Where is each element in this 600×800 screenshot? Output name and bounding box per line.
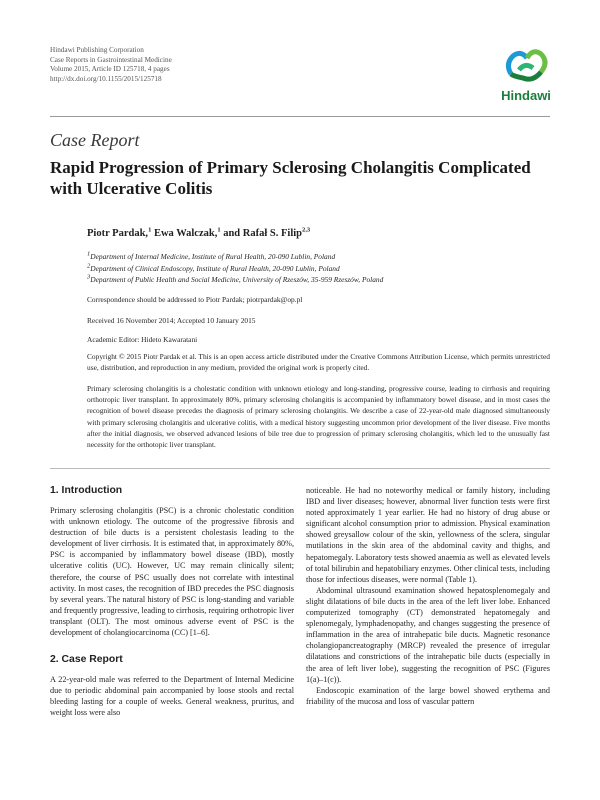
- introduction-text: [50, 505, 294, 638]
- logo-text: Hindawi: [501, 88, 551, 103]
- journal-header: [50, 46, 172, 84]
- affiliation-item: [87, 263, 383, 275]
- article-title: Rapid Progression of Primary Sclerosing Cholangitis Complicated with Ulcerative Colitis: [50, 158, 531, 198]
- affiliation-item: [87, 274, 383, 286]
- paragraph: noticeable. He had no noteworthy medical or family history, including IBD and liver diseases; however, abnormal liver function tests were first noted approximately 1 year earlier. He had no history of drug abuse or significant alcohol consumption prior to admission. Physical examination showed greysallow colour of the skin, yellowness of the sclera, singular mutilations in the skin area of the abdominal cavity and thighs, and hepatomegaly. Laboratory tests showed anaemia as well as elevated levels of total bilirubin and hepatobiliary enzymes. Other clinical tests, including those for infectious diseases, were normal (Table 1).: [306, 486, 550, 584]
- author-affil-mark: 1: [148, 226, 152, 234]
- copyright-notice: Copyright © 2015 Piotr Pardak et al. This is an open access article distributed under the Creative Commons Attribution License, which permits unrestricted use, distribution, and reproduction in any medium, provided the original work is properly cited.: [87, 352, 550, 373]
- author-name: Piotr Pardak,: [87, 228, 149, 239]
- paragraph: Endoscopic examination of the large bowel showed erythema and friability of the mucosa and loss of vascular pattern: [306, 685, 550, 706]
- article-type: Case Report: [50, 130, 140, 150]
- section-heading-introduction: 1. Introduction: [50, 485, 123, 496]
- affiliation-num: 1: [87, 250, 91, 258]
- author-name: Ewa Walczak,: [153, 228, 218, 239]
- affiliations: [87, 251, 383, 286]
- section-heading-case-report: 2. Case Report: [50, 654, 123, 665]
- hindawi-logo: [496, 44, 556, 106]
- paragraph: Abdominal ultrasound examination showed hepatosplenomegaly and slight dilatations of bile ducts in the area of the left liver lobe. Enhanced computerized tomography (CT) demonstrated hepatomegaly and splenomegaly, lymphadenopathy, and changes suggesting the presence of inflammation in the area of intrahepatic bile ducts. Magnetic resonance cholangiopancreatography (MRCP) revealed the presence of irregular dilatations and constrictions of the intrahepatic bile ducts (especially in the area of left liver lobe), suggesting the recognition of PSC (Figures 1(a)–1(c)).: [306, 585, 550, 684]
- affiliation-item: [87, 251, 383, 263]
- affiliation-num: 3: [87, 273, 91, 281]
- author-name: and Rafał S. Filip: [223, 228, 302, 239]
- author-list: [87, 228, 310, 239]
- header-rule: [50, 116, 550, 117]
- right-column-text: [306, 485, 550, 707]
- academic-editor: Academic Editor: Hideto Kawaratani: [87, 335, 198, 344]
- case-report-text: [50, 674, 294, 718]
- paragraph: A 22-year-old male was referred to the Department of Internal Medicine due to periodic abdominal pain accompanied by loose stools and rectal bleeding lasting for a couple of weeks. General weakness, pruritus, and weight loss were also: [50, 675, 294, 718]
- journal-line: Case Reports in Gastrointestinal Medicine: [50, 55, 172, 64]
- paragraph: Primary sclerosing cholangitis (PSC) is a chronic cholestatic condition with unknown etiology. The outcome of the progressive fibrosis and destruction of bile ducts is a persistent cholestasis leading to the development of liver cirrhosis. It is estimated that, in approximately 80%, PSC is accompanied by inflammatory bowel disease (IBD), mostly ulcerative colitis (UC). However, UC may remain clinically silent; therefore, the course of PSC usually does not correlate with intestinal activity. In most cases, the recognition of IBD precedes the PSC diagnosis by several years. The natural history of PSC is long-standing and variable and frequently progressive, leading to cirrhosis, requiring orthotropic liver transplant (OLT). The most ominous adverse event of PSC is the development of cholangiocarcinoma (CC) [1–6].: [50, 506, 294, 638]
- volume-line: Volume 2015, Article ID 125718, 4 pages: [50, 65, 170, 74]
- affiliation-text: Department of Internal Medicine, Institute of Rural Health, 20-090 Lublin, Poland: [90, 252, 336, 261]
- abstract-rule: [50, 468, 550, 469]
- doi-link[interactable]: http://dx.doi.org/10.1155/2015/125718: [50, 74, 162, 83]
- affiliation-num: 2: [87, 262, 91, 270]
- affiliation-text: Department of Public Health and Social Medicine, University of Rzeszów, 35-959 Rzeszów, Poland: [90, 275, 384, 284]
- received-dates: Received 16 November 2014; Accepted 10 January 2015: [87, 316, 256, 325]
- hindawi-logo-icon: [503, 44, 549, 86]
- author-affil-mark: 1: [217, 226, 221, 234]
- abstract: Primary sclerosing cholangitis is a cholestatic condition with unknown etiology and long-standing, progressive course, leading to cirrhosis and requiring orthotropic liver transplant. In approximately 80%, primary sclerosing cholangitis is accompanied by inflammatory bowel disease, and in most cases the recognition of bowel disease precedes the diagnosis of primary sclerosing cholangitis. We describe a case of 22-year-old male diagnosed simultaneously with primary sclerosing cholangitis and ulcerative colitis, with a medical history suggesting uncommon prior development of the liver disease. Five months after the initial diagnosis, we observed advanced lesions of bile tree due to progression of primary sclerosing cholangitis, which led to the unusually fast necessity for the orthotopic liver transplant.: [87, 384, 550, 450]
- correspondence: Correspondence should be addressed to Piotr Pardak; piotrpardak@op.pl: [87, 295, 303, 304]
- publisher-line: Hindawi Publishing Corporation: [50, 46, 144, 54]
- affiliation-text: Department of Clinical Endoscopy, Institute of Rural Health, 20-090 Lublin, Poland: [90, 263, 340, 273]
- author-affil-mark: 2,3: [302, 226, 311, 234]
